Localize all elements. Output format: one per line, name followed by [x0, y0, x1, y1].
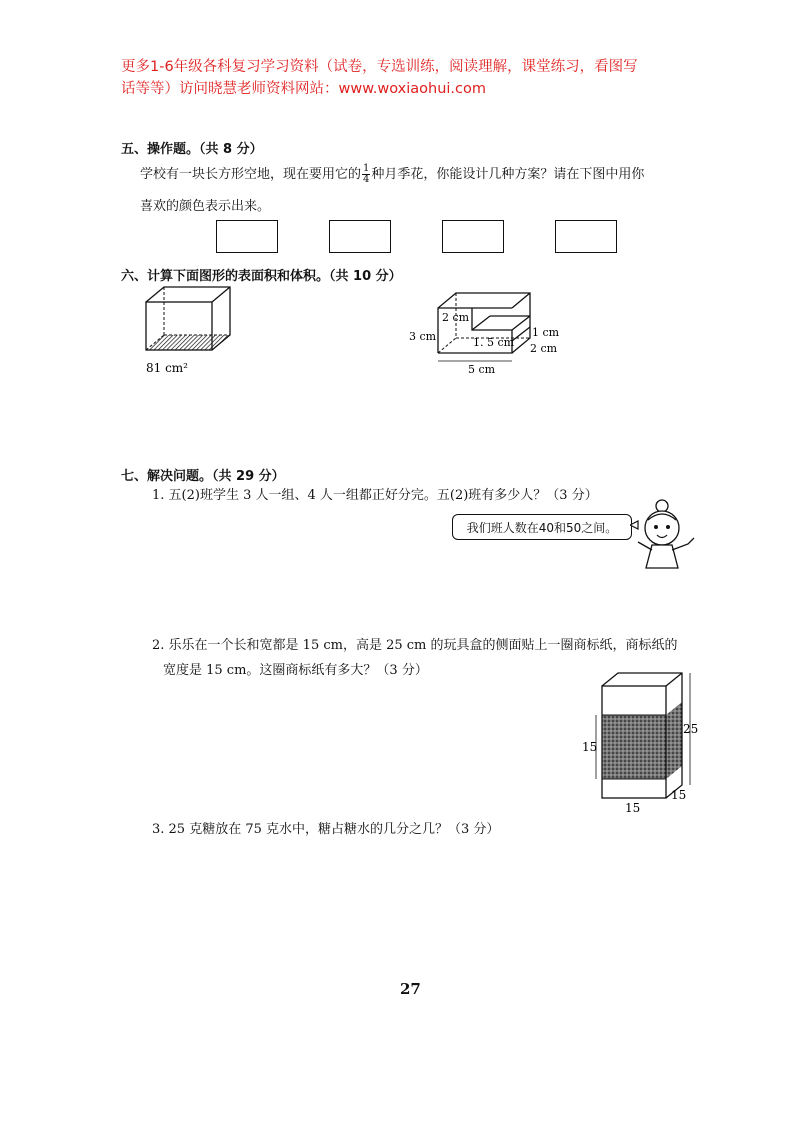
dim-label-2cm-width: 2 cm [530, 342, 558, 355]
fraction-numerator: 1 [363, 163, 370, 174]
dim-label-1cm-step: 1 cm [532, 326, 560, 339]
section-5-question [140, 164, 700, 185]
dim-label-1-5cm: 1. 5 cm [473, 336, 515, 349]
page-number: 27 [400, 980, 421, 998]
label-box-height: 25 [683, 722, 699, 736]
dim-label-5cm-length: 5 cm [468, 363, 496, 376]
stepped-solid-figure [400, 278, 570, 378]
cube-figure [130, 280, 250, 380]
promo-header [121, 56, 721, 100]
section-5-question-line2: 喜欢的颜色表示出来。 [140, 199, 271, 214]
question-text-part2: 种月季花，你能设计几种方案？请在下图中用你 [371, 167, 645, 182]
label-band-height: 15 [582, 740, 598, 754]
speech-bubble-text: 我们班人数在40和50之间。 [466, 520, 618, 535]
question-2-line1: 2. 乐乐在一个长和宽都是 15 cm，高是 25 cm 的玩具盒的侧面贴上一圈商标纸，商标纸的 [152, 638, 678, 653]
design-rectangle-1[interactable] [216, 220, 278, 253]
section-7-title: 七、解决问题。（共 29 分） [121, 469, 285, 484]
question-3: 3. 25 克糖放在 75 克水中，糖占糖水的几分之几？（3 分） [152, 822, 500, 837]
promo-line-2: 话等等）访问晓慧老师资料网站：www.woxiaohui.com [121, 81, 486, 97]
section-5-title: 五、操作题。（共 8 分） [121, 142, 263, 157]
dim-label-3cm-height: 3 cm [409, 330, 437, 343]
cartoon-girl-icon [630, 498, 705, 573]
promo-line-1: 更多1-6年级各科复习学习资料（试卷，专选训练，阅读理解，课堂练习，看图写 [121, 59, 638, 75]
question-1: 1. 五(2)班学生 3 人一组、4 人一组都正好分完。五(2)班有多少人？（3 分） [152, 488, 598, 503]
design-rectangle-4[interactable] [555, 220, 617, 253]
dim-label-2cm-top: 2 cm [442, 311, 470, 324]
design-rectangle-3[interactable] [442, 220, 504, 253]
question-text-part1: 学校有一块长方形空地，现在要用它的 [140, 167, 362, 182]
toy-box-figure [580, 668, 700, 818]
label-box-width: 15 [671, 788, 687, 802]
fraction-denominator: 4 [363, 174, 370, 185]
fraction-one-quarter [362, 164, 370, 185]
speech-bubble [452, 514, 632, 540]
cube-base-area-label: 81 cm² [146, 361, 188, 375]
section-6-title: 六、计算下面图形的表面积和体积。（共 10 分） [121, 269, 402, 284]
label-box-length: 15 [625, 801, 641, 815]
question-2-line2: 宽度是 15 cm。这圈商标纸有多大？（3 分） [163, 663, 428, 678]
design-rectangle-2[interactable] [329, 220, 391, 253]
